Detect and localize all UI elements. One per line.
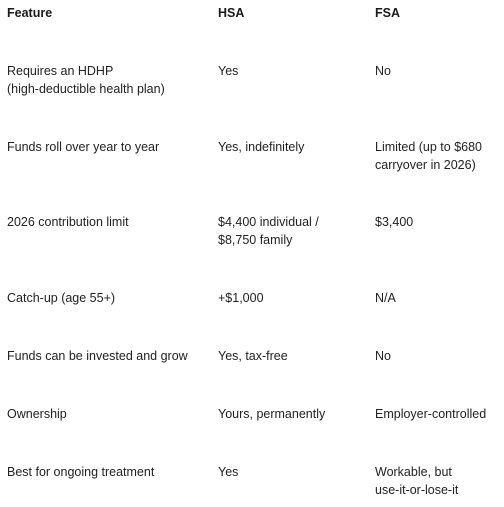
hsa-cell [218,62,368,80]
header-feature: Feature [7,6,53,20]
cell-line: No [375,64,391,78]
header-fsa: FSA [375,6,400,20]
cell-line: (high-deductible health plan) [7,82,165,96]
cell-line: Yes, indefinitely [218,140,305,154]
header-hsa: HSA [218,6,245,20]
cell-line: use-it-or-lose-it [375,483,459,497]
hsa-cell [218,213,368,249]
cell-line: Yes [218,64,239,78]
cell-line: Requires an HDHP [7,64,114,78]
fsa-cell [375,405,503,423]
cell-line: $3,400 [375,215,414,229]
fsa-cell [375,213,503,231]
hsa-cell [218,347,368,365]
cell-line: No [375,349,391,363]
fsa-cell [375,62,503,80]
cell-line: Funds roll over year to year [7,140,160,154]
cell-line: carryover in 2026) [375,158,476,172]
cell-line: $4,400 individual / [218,215,319,229]
cell-line: $8,750 family [218,233,293,247]
cell-line: Yes, tax-free [218,349,288,363]
hsa-cell [218,463,368,481]
fsa-cell [375,289,503,307]
fsa-cell [375,138,503,174]
cell-line: N/A [375,291,396,305]
feature-cell [7,138,207,156]
cell-line: Funds can be invested and grow [7,349,188,363]
hsa-cell [218,138,368,156]
cell-line: Yours, permanently [218,407,326,421]
feature-cell [7,289,207,307]
cell-line: Catch-up (age 55+) [7,291,116,305]
cell-line: Yes [218,465,239,479]
cell-line: Workable, but [375,465,452,479]
fsa-cell [375,347,503,365]
cell-line: Best for ongoing treatment [7,465,155,479]
cell-line: 2026 contribution limit [7,215,129,229]
hsa-cell [218,405,368,423]
cell-line: Limited (up to $680 [375,140,483,154]
cell-line: Employer-controlled [375,407,487,421]
feature-cell [7,62,207,98]
feature-cell [7,405,207,423]
feature-cell [7,213,207,231]
cell-line: Ownership [7,407,67,421]
fsa-cell [375,463,503,499]
cell-line: +$1,000 [218,291,264,305]
feature-cell [7,463,207,481]
feature-cell [7,347,207,365]
hsa-cell [218,289,368,307]
